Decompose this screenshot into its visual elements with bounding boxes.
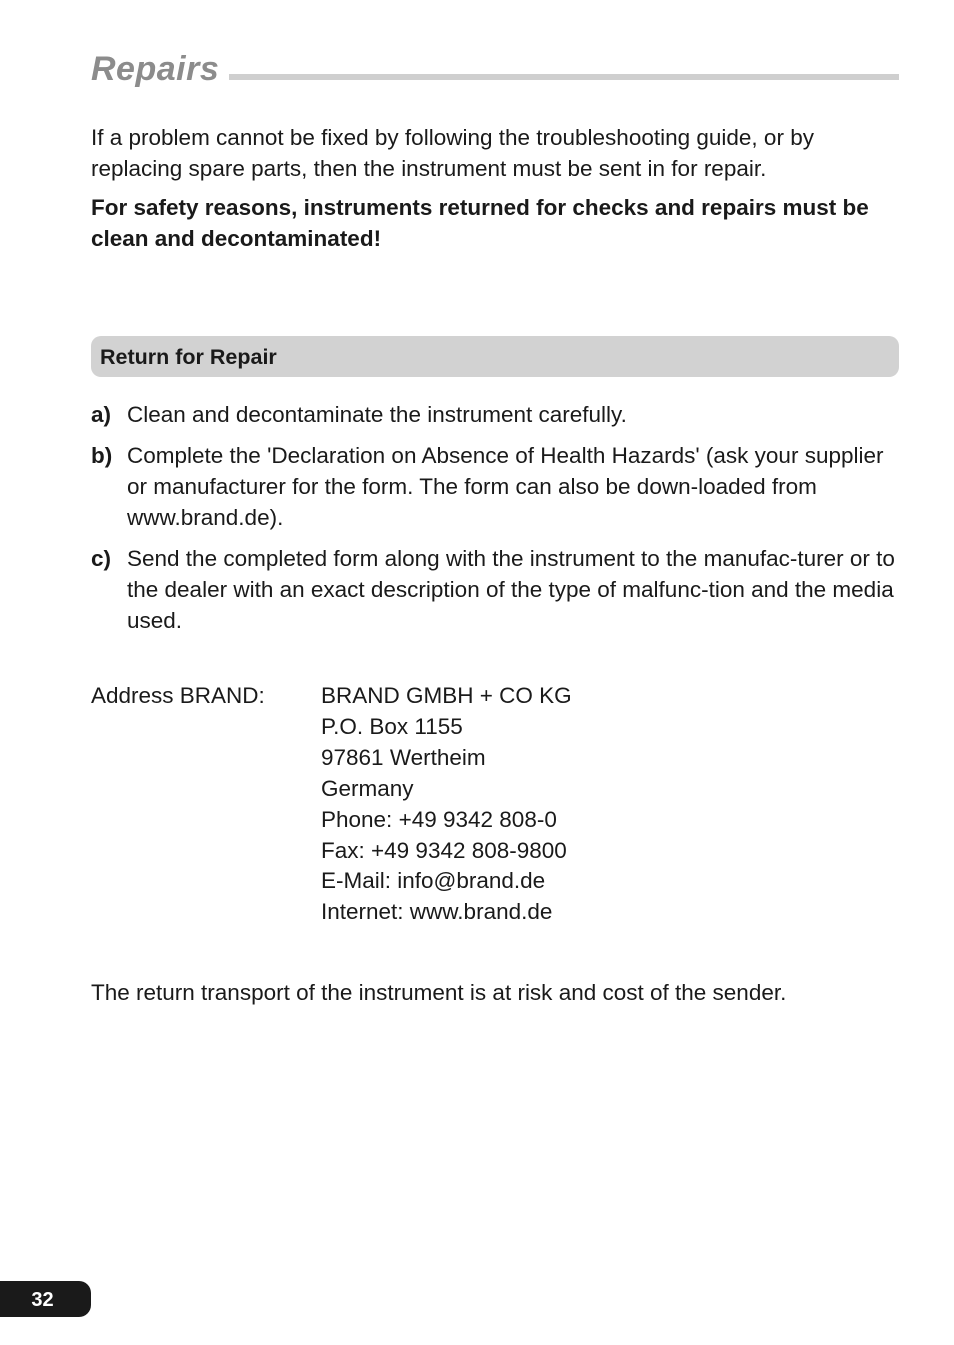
title-row [91, 46, 899, 92]
page-title: Repairs [91, 50, 220, 88]
step-marker: c) [91, 546, 112, 571]
address-company: BRAND GMBH + CO KG [321, 683, 572, 708]
address-po-box: P.O. Box 1155 [321, 713, 463, 739]
step-text: Complete the 'Declaration on Absence of Health Hazards' (ask your supplier or manufacturer for the form. The form can also be down-loaded from www.brand.de). [127, 443, 884, 530]
step-a [91, 399, 901, 430]
step-marker: a) [91, 402, 112, 427]
step-text: Send the completed form along with the instrument to the manufac-turer or to the dealer with an exact description of the type of malfunc-tion and the media used. [127, 546, 895, 633]
address-lines [321, 681, 572, 928]
section-header-return-for-repair [91, 336, 899, 377]
safety-warning: For safety reasons, instruments returned for checks and repairs must be clean and decontaminated! [91, 195, 869, 251]
step-marker: b) [91, 443, 113, 468]
repair-steps-list [91, 399, 901, 646]
address-country: Germany [321, 775, 414, 801]
address-label: Address BRAND: [91, 683, 265, 708]
step-c [91, 543, 901, 636]
intro-paragraph: If a problem cannot be fixed by following the troubleshooting guide, or by replacing spare parts, then the instrument must be sent in for repair. [91, 125, 814, 181]
step-b [91, 440, 901, 533]
address-phone: Phone: +49 9342 808-0 [321, 806, 557, 832]
address-internet: Internet: www.brand.de [321, 899, 553, 925]
address-fax: Fax: +49 9342 808-9800 [321, 837, 567, 863]
address-email: E-Mail: info@brand.de [321, 868, 546, 894]
return-transport-note: The return transport of the instrument is at risk and cost of the sender. [91, 980, 787, 1005]
step-text: Clean and decontaminate the instrument carefully. [127, 402, 627, 427]
section-title: Return for Repair [100, 345, 277, 369]
page-number-badge: 32 [0, 1281, 91, 1317]
title-rule [229, 74, 899, 80]
address-city: 97861 Wertheim [321, 744, 486, 770]
